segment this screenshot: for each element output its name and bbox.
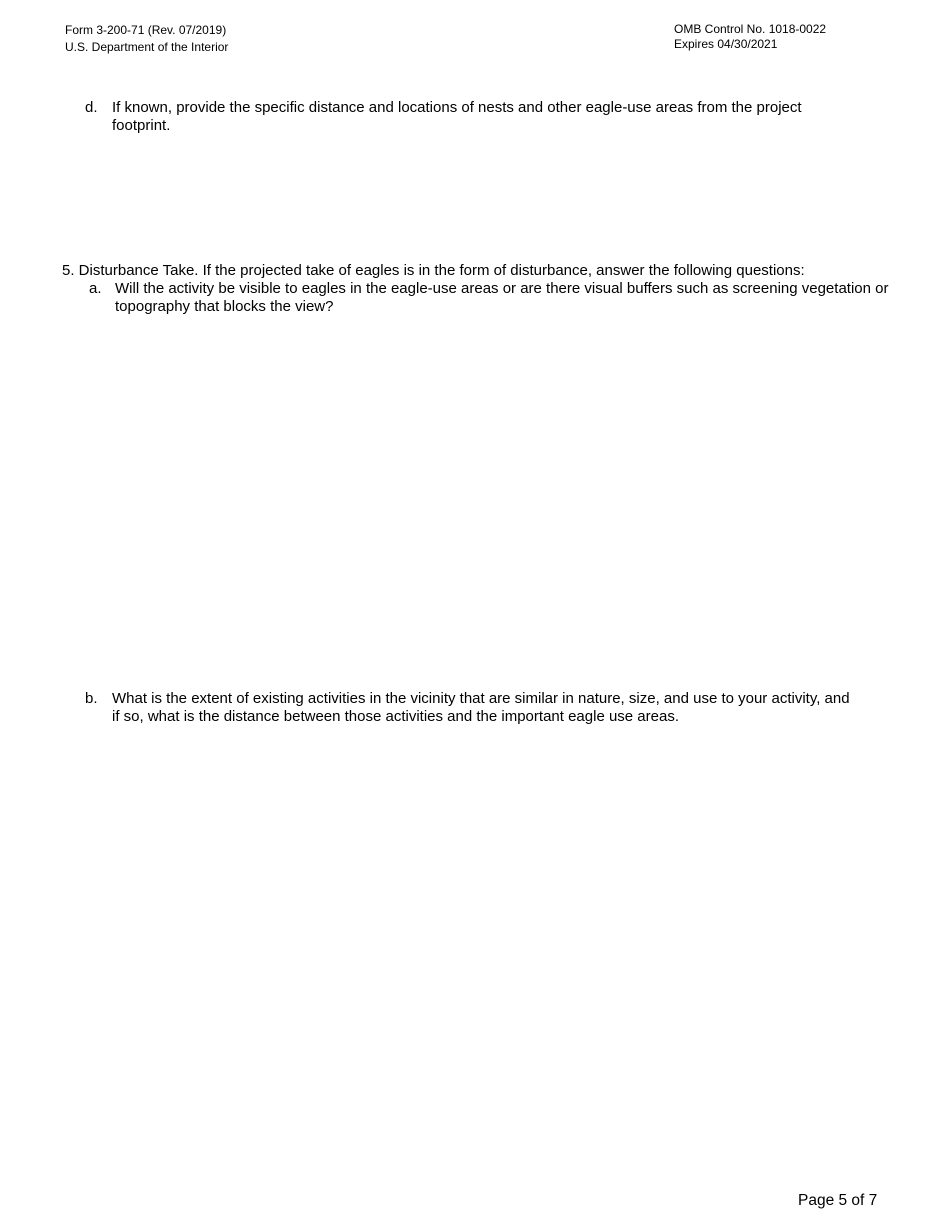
item-a-text-line2: topography that blocks the view? [115,298,334,315]
item-d-marker: d. [85,99,98,116]
item-a-marker: a. [89,280,102,297]
form-number: Form 3-200-71 (Rev. 07/2019) [65,23,227,37]
department-name: U.S. Department of the Interior [65,40,229,54]
expiration-date: Expires 04/30/2021 [674,37,778,51]
page-number: Page 5 of 7 [798,1192,878,1209]
item-d-text-line2: footprint. [112,117,171,134]
item-b-text-line1: What is the extent of existing activities in the vicinity that are similar in nature, size, and use to your activity, and [112,690,850,707]
item-b-marker: b. [85,690,98,707]
item-b-text-line2: if so, what is the distance between those activities and the important eagle use areas. [112,708,679,725]
omb-control-number: OMB Control No. 1018-0022 [674,22,827,36]
section-5-heading: 5. Disturbance Take. If the projected take of eagles is in the form of disturbance, answer the following questions: [62,262,805,279]
item-d-text-line1: If known, provide the specific distance and locations of nests and other eagle-use areas from the project [112,99,802,116]
item-a-text-line1: Will the activity be visible to eagles in the eagle-use areas or are there visual buffers such as screening vegetation or [115,280,889,297]
